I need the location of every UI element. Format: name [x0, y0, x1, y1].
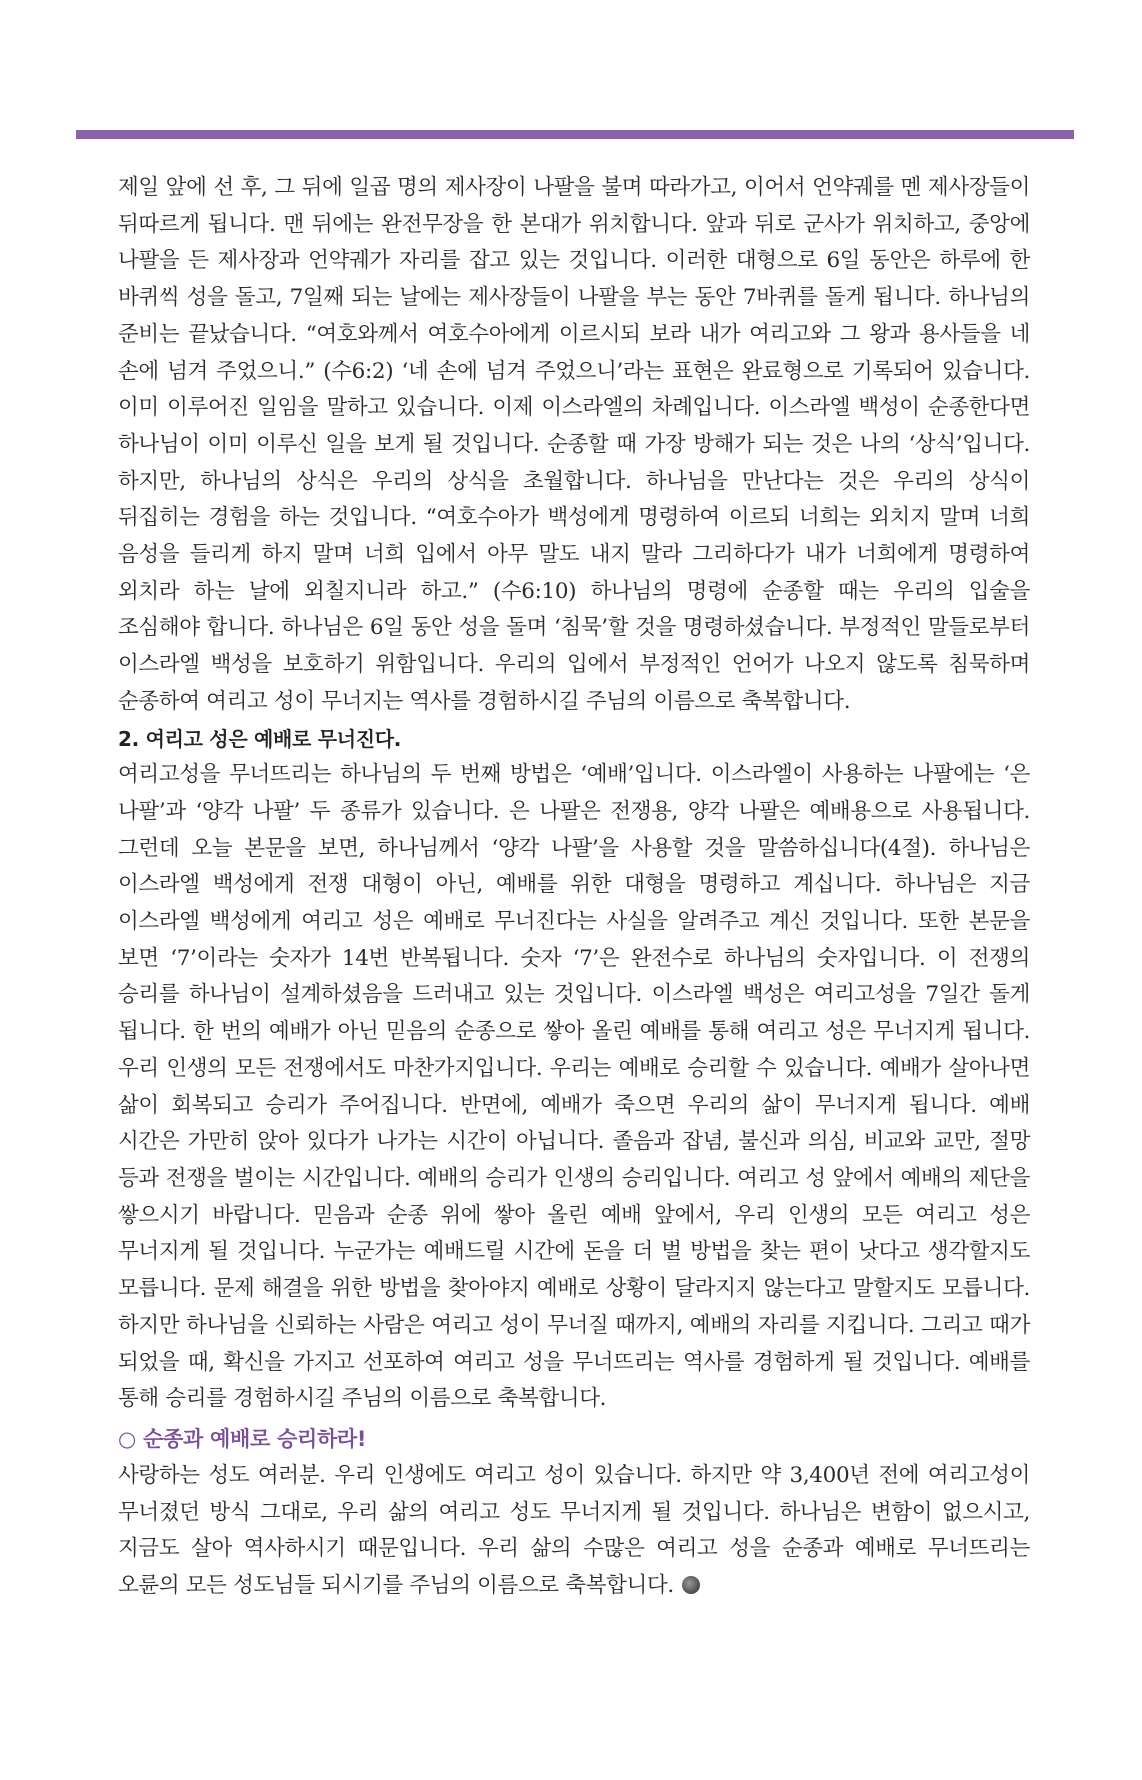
paragraph-1: 제일 앞에 선 후, 그 뒤에 일곱 명의 제사장이 나팔을 불며 따라가고, 이어서 언약궤를 멘 제사장들이 뒤따르게 됩니다. 맨 뒤에는 완전무장을 한 본대가 위치합니다. 앞과 뒤로 군사가 위치하고, 중앙에 나팔을 든 제사장과 언약궤가 자리를 잡고 있는 것입니다. 이러한 대형으로 6일 동안은 하루에 한 바퀴씩 성을 돌고, 7일째 되는 날에는 제사장들이 나팔을 부는 동안 7바퀴를 돌게 됩니다. 하나님의 준비는 끝났습니다. “여호와께서 여호수아에게 이르시되 보라 내가 여리고와 그 왕과 용사들을 네 손에 넘겨 주었으니.” (수6:2) ‘네 손에 넘겨 주었으니’라는 표현은 완료형으로 기록되어 있습니다. 이미 이루어진 일임을 말하고 있습니다. 이제 이스라엘의 차례입니다. 이스라엘 백성이 순종한다면 하나님이 이미 이루신 일을 보게 될 것입니다. 순종할 때 가장 방해가 되는 것은 나의 ‘상식’입니다. 하지만, 하나님의 상식은 우리의 상식을 초월합니다. 하나님을 만난다는 것은 우리의 상식이 뒤집히는 경험을 하는 것입니다. “여호수아가 백성에게 명령하여 이르되 너희는 외치지 말며 너희 음성을 들리게 하지 말며 너희 입에서 아무 말도 내지 말라 그리하다가 내가 너희에게 명령하여 외치라 하는 날에 외칠지니라 하고.” (수6:10) 하나님의 명령에 순종할 때는 우리의 입술을 조심해야 합니다. 하나님은 6일 동안 성을 돌며 ‘침묵’할 것을 명령하셨습니다. 부정적인 말들로부터 이스라엘 백성을 보호하기 위함입니다. 우리의 입에서 부정적인 언어가 나오지 않도록 침묵하며 순종하여 여리고 성이 무너지는 역사를 경험하시길 주님의 이름으로 축복합니다.: [118, 175, 1030, 714]
article-body: [118, 170, 1030, 1605]
paragraph-2: 여리고성을 무너뜨리는 하나님의 두 번째 방법은 ‘예배’입니다. 이스라엘이 사용하는 나팔에는 ‘은 나팔’과 ‘양각 나팔’ 두 종류가 있습니다. 은 나팔은 전쟁용, 양각 나팔은 예배용으로 사용됩니다. 그런데 오늘 본문을 보면, 하나님께서 ‘양각 나팔’을 사용할 것을 말씀하십니다(4절). 하나님은 이스라엘 백성에게 전쟁 대형이 아닌, 예배를 위한 대형을 명령하고 계십니다. 하나님은 지금 이스라엘 백성에게 여리고 성은 예배로 무너진다는 사실을 알려주고 계신 것입니다. 또한 본문을 보면 ‘7’이라는 숫자가 14번 반복됩니다. 숫자 ‘7’은 완전수로 하나님의 숫자입니다. 이 전쟁의 승리를 하나님이 설계하셨음을 드러내고 있는 것입니다. 이스라엘 백성은 여리고성을 7일간 돌게 됩니다. 한 번의 예배가 아닌 믿음의 순종으로 쌓아 올린 예배를 통해 여리고 성은 무너지게 됩니다. 우리 인생의 모든 전쟁에서도 마찬가지입니다. 우리는 예배로 승리할 수 있습니다. 예배가 살아나면 삶이 회복되고 승리가 주어집니다. 반면에, 예배가 죽으면 우리의 삶이 무너지게 됩니다. 예배 시간은 가만히 앉아 있다가 나가는 시간이 아닙니다. 졸음과 잡념, 불신과 의심, 비교와 교만, 절망 등과 전쟁을 벌이는 시간입니다. 예배의 승리가 인생의 승리입니다. 여리고 성 앞에서 예배의 제단을 쌓으시기 바랍니다. 믿음과 순종 위에 쌓아 올린 예배 앞에서, 우리 인생의 모든 여리고 성은 무너지게 될 것입니다. 누군가는 예배드릴 시간에 돈을 더 벌 방법을 찾는 편이 낫다고 생각할지도 모릅니다. 문제 해결을 위한 방법을 찾아야지 예배로 상황이 달라지지 않는다고 말할지도 모릅니다. 하지만 하나님을 신뢰하는 사람은 여리고 성이 무너질 때까지, 예배의 자리를 지킵니다. 그리고 때가 되었을 때, 확신을 가지고 선포하여 여리고 성을 무너뜨리는 역사를 경험하게 될 것입니다. 예배를 통해 승리를 경험하시길 주님의 이름으로 축복합니다.: [118, 762, 1030, 1412]
top-rule: [76, 130, 1074, 139]
end-of-article-circle-icon: [682, 1576, 700, 1594]
paragraph-3-text: 사랑하는 성도 여러분. 우리 인생에도 여리고 성이 있습니다. 하지만 약 3,400년 전에 여리고성이 무너졌던 방식 그대로, 우리 삶의 여리고 성도 무너지게 될 것입니다. 하나님은 변함이 없으시고, 지금도 살아 역사하시기 때문입니다. 우리 삶의 수많은 여리고 성을 순종과 예배로 무너뜨리는 오륜의 모든 성도님들 되시기를 주님의 이름으로 축복합니다.: [118, 1462, 1030, 1599]
paragraph-3: [118, 1458, 1030, 1605]
subheading-victory: ○ 순종과 예배로 승리하라!: [118, 1426, 367, 1451]
section-heading-2: 2. 여리고 성은 예배로 무너진다.: [118, 726, 402, 751]
